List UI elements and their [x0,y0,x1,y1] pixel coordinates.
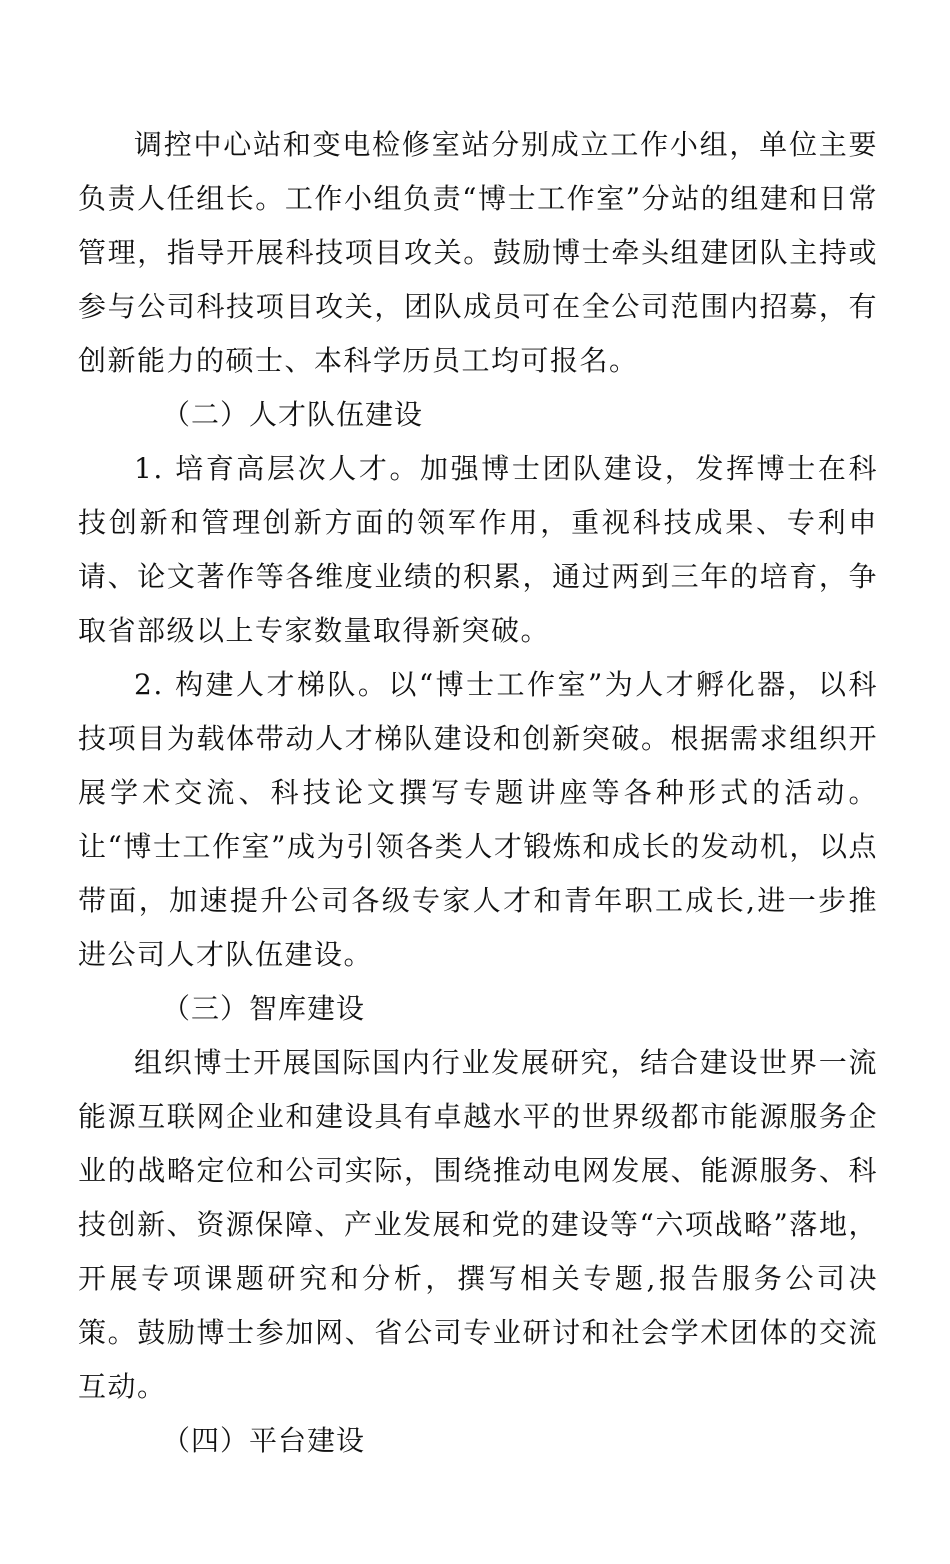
section-heading-think-tank: （三）智库建设 [162,992,366,1025]
document-body [78,118,878,1468]
paragraph-talent-echelon: 2. 构建人才梯队。以“博士工作室”为人才孵化器，以科技项目为载体带动人才梯队建设和创新突破。根据需求组织开展学术交流、科技论文撰写专题讲座等各种形式的活动。让“博士工作室”成为引领各类人才锻炼和成长的发动机，以点带面，加速提升公司各级专家人才和青年职工成长,进一步推进公司人才队伍建设。 [78,668,878,971]
section-heading-talent-team: （二）人才队伍建设 [162,398,424,431]
paragraph-working-group: 调控中心站和变电检修室站分别成立工作小组，单位主要负责人任组长。工作小组负责“博士工作室”分站的组建和日常管理，指导开展科技项目攻关。鼓励博士牵头组建团队主持或参与公司科技项目攻关，团队成员可在全公司范围内招募，有创新能力的硕士、本科学历员工均可报名。 [78,128,878,377]
paragraph-think-tank: 组织博士开展国际国内行业发展研究，结合建设世界一流能源互联网企业和建设具有卓越水平的世界级都市能源服务企业的战略定位和公司实际，围绕推动电网发展、能源服务、科技创新、资源保障、产业发展和党的建设等“六项战略”落地，开展专项课题研究和分析，撰写相关专题,报告服务公司决策。鼓励博士参加网、省公司专业研讨和社会学术团体的交流互动。 [78,1046,878,1403]
section-heading-platform: （四）平台建设 [162,1424,366,1457]
paragraph-high-level-talent: 1. 培育高层次人才。加强博士团队建设，发挥博士在科技创新和管理创新方面的领军作用，重视科技成果、专利申请、论文著作等各维度业绩的积累，通过两到三年的培育，争取省部级以上专家数量取得新突破。 [78,452,878,647]
